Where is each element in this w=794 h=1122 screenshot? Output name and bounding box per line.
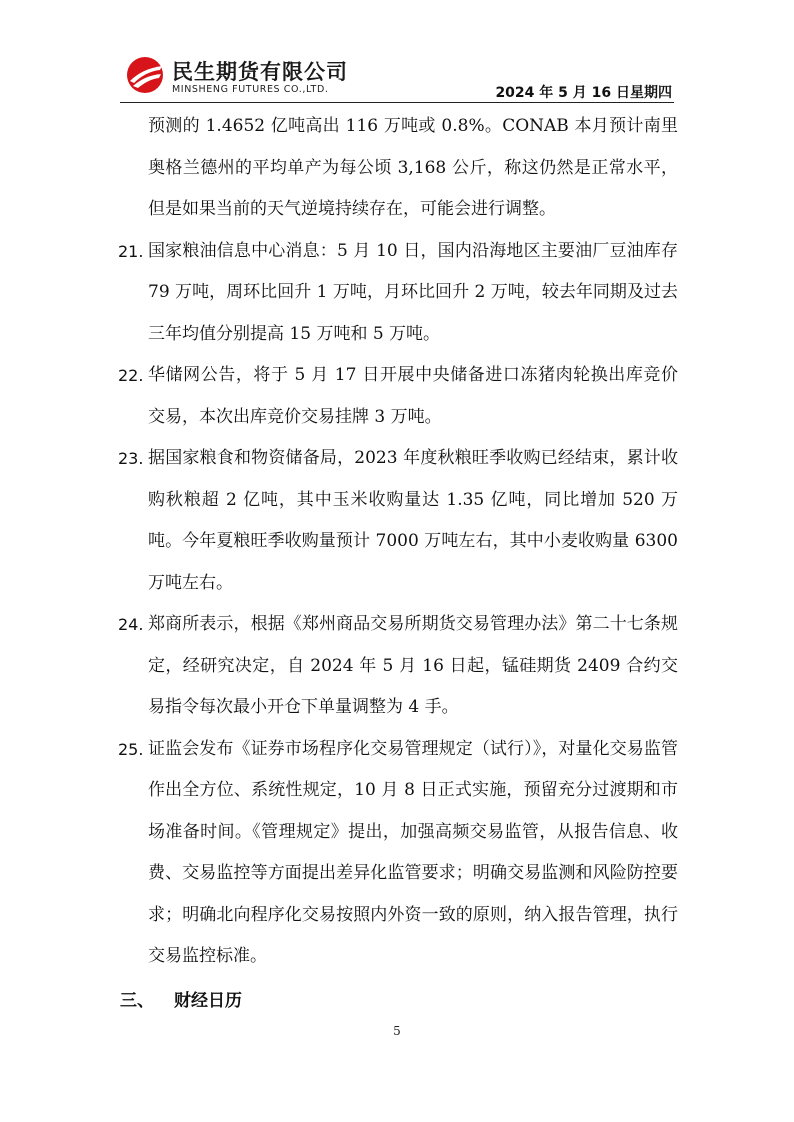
item-number: 24.	[118, 615, 144, 634]
page-header	[120, 52, 674, 104]
company-name-cn: 民生期货有限公司	[172, 60, 348, 84]
header-divider	[120, 102, 674, 103]
list-item	[118, 604, 678, 729]
item-text: 郑商所表示，根据《郑州商品交易所期货交易管理办法》第二十七条规定，经研究决定，自 2024 年 5 月 16 日起，锰硅期货 2409 合约交易指令每次最小开仓下单量调整为 4 手。	[148, 614, 678, 717]
section-number: 三、	[120, 991, 154, 1011]
page-number: 5	[393, 1024, 401, 1038]
list-item	[118, 231, 678, 356]
company-name-en: MINSHENG FUTURES CO.,LTD.	[172, 84, 329, 95]
item-text: 国家粮油信息中心消息：5 月 10 日，国内沿海地区主要油厂豆油库存 79 万吨，周环比回升 1 万吨，月环比回升 2 万吨，较去年同期及过去三年均值分别提高 15 万吨和 5 万吨。	[148, 240, 678, 344]
section-heading	[120, 986, 242, 1011]
news-list	[118, 106, 678, 978]
item-number: 22.	[118, 366, 144, 385]
list-item	[118, 729, 678, 978]
item-text: 华储网公告，将于 5 月 17 日开展中央储备进口冻猪肉轮换出库竞价交易，本次出库竞价交易挂牌 3 万吨。	[148, 365, 678, 427]
list-item	[118, 438, 678, 604]
minsheng-logo-icon	[124, 55, 166, 95]
report-date: 2024 年 5 月 16 日星期四	[495, 85, 672, 101]
item-text: 证监会发布《证券市场程序化交易管理规定（试行）》，对量化交易监管作出全方位、系统性规定，10 月 8 日正式实施，预留充分过渡期和市场准备时间。《管理规定》提出，加强高频交易监管，从报告信息、收费、交易监控等方面提出差异化监管要求；明确交易监测和风险防控要求；明确北向程序化交易按照内外资一致的原则，纳入报告管理，执行交易监控标准。	[148, 738, 678, 966]
item-number: 23.	[118, 449, 144, 468]
item-number: 21.	[118, 241, 144, 261]
section-title: 财经日历	[174, 991, 242, 1011]
item-number: 25.	[118, 739, 144, 759]
item-text: 预测的 1.4652 亿吨高出 116 万吨或 0.8%。CONAB 本月预计南里奥格兰德州的平均单产为每公顷 3,168 公斤，称这仍然是正常水平，但是如果当前的天气逆境持续存在，可能会进行调整。	[148, 116, 678, 219]
list-item	[118, 106, 678, 231]
item-text: 据国家粮食和物资储备局，2023 年度秋粮旺季收购已经结束，累计收购秋粮超 2 亿吨，其中玉米收购量达 1.35 亿吨，同比增加 520 万吨。今年夏粮旺季收购量预计 7000 万吨左右，其中小麦收购量 6300 万吨左右。	[148, 448, 678, 593]
list-item	[118, 355, 678, 438]
